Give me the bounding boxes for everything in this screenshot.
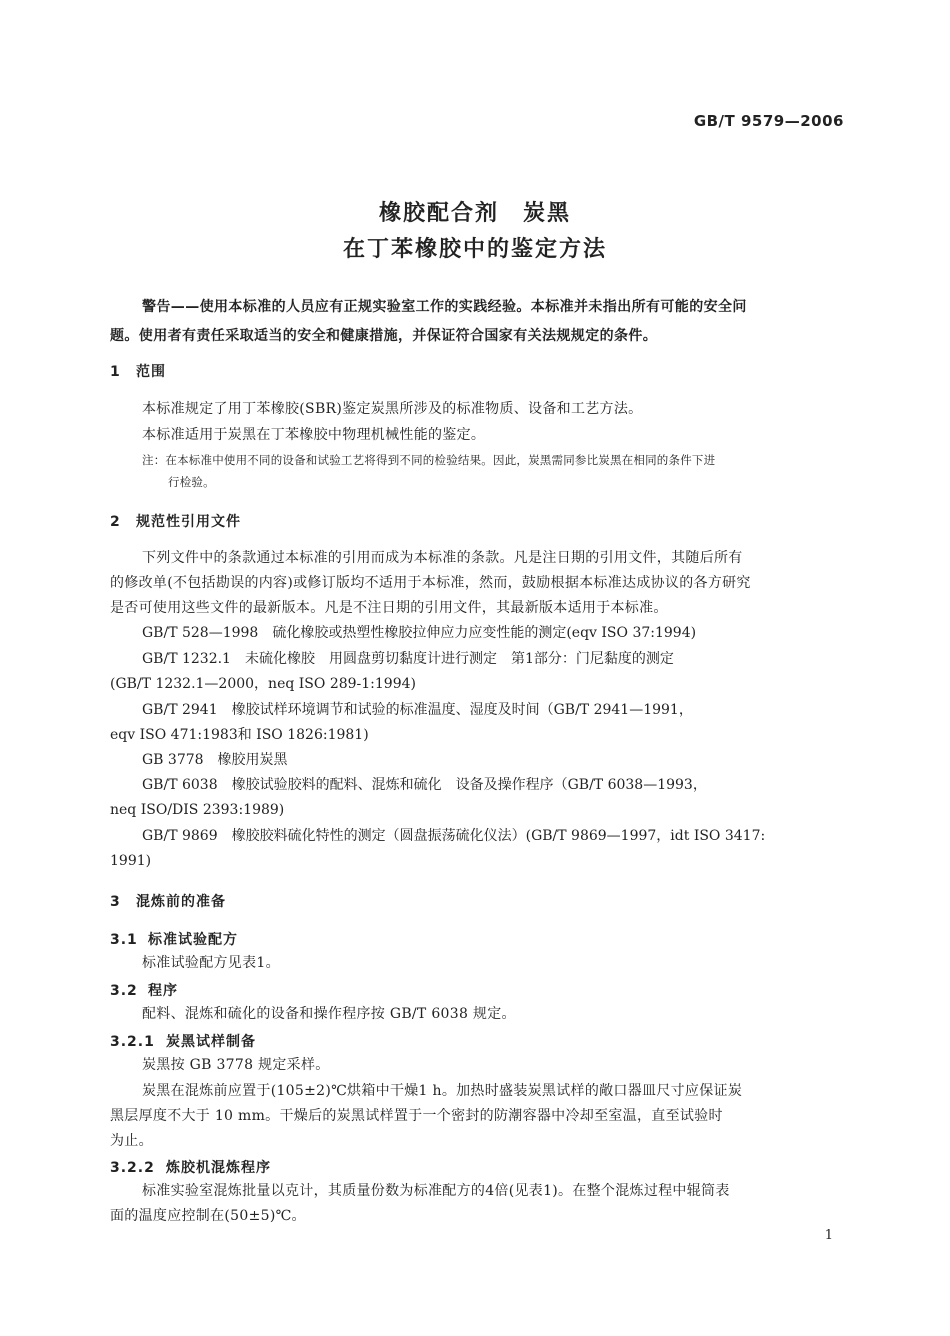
section-3-title: 混炼前的准备 bbox=[136, 894, 226, 910]
section-2-intro bbox=[110, 546, 850, 621]
section-3-2-1-para-1: 炭黑按 GB 3778 规定采样。 bbox=[142, 1057, 330, 1073]
section-3-2-1-para-2 bbox=[110, 1079, 850, 1154]
ref-item bbox=[110, 773, 850, 823]
section-1-para-1: 本标准规定了用丁苯橡胶(SBR)鉴定炭黑所涉及的标准物质、设备和工艺方法。 bbox=[142, 401, 643, 417]
section-3-2-1-heading bbox=[110, 1031, 256, 1051]
ref-line-1: GB/T 9869 橡胶胶料硫化特性的测定（圆盘振荡硫化仪法）(GB/T 9869—1997，idt ISO 3417: bbox=[142, 828, 766, 844]
section-1-note bbox=[142, 449, 847, 493]
ref-line-1: GB/T 528—1998 硫化橡胶或热塑性橡胶拉伸应力应变性能的测定(eqv ISO 37:1994) bbox=[142, 625, 697, 641]
para-line-1: 标准实验室混炼批量以克计，其质量份数为标准配方的4倍(见表1)。在整个混炼过程中辊筒表 bbox=[142, 1183, 730, 1199]
ref-line-1: GB 3778 橡胶用炭黑 bbox=[142, 752, 288, 768]
ref-line-1: GB/T 2941 橡胶试样环境调节和试验的标准温度、湿度及时间（GB/T 2941—1991， bbox=[142, 702, 693, 718]
intro-line-1: 下列文件中的条款通过本标准的引用而成为本标准的条款。凡是注日期的引用文件，其随后所有 bbox=[142, 550, 743, 566]
ref-line-2: neq ISO/DIS 2393:1989) bbox=[110, 802, 285, 818]
section-3-2-1-number: 3.2.1 bbox=[110, 1034, 155, 1050]
section-3-2-2-title: 炼胶机混炼程序 bbox=[166, 1160, 271, 1176]
section-3-2-2-heading bbox=[110, 1157, 271, 1177]
warning-block bbox=[110, 293, 850, 351]
intro-line-3: 是否可使用这些文件的最新版本。凡是不注日期的引用文件，其最新版本适用于本标准。 bbox=[110, 600, 668, 616]
section-3-2-number: 3.2 bbox=[110, 983, 138, 999]
ref-line-2: 1991) bbox=[110, 853, 152, 869]
ref-item bbox=[110, 824, 850, 874]
section-3-2-1-title: 炭黑试样制备 bbox=[166, 1034, 256, 1050]
ref-item bbox=[110, 647, 850, 697]
section-3-1-para: 标准试验配方见表1。 bbox=[142, 955, 280, 971]
note-line-2: 行检验。 bbox=[168, 475, 215, 489]
section-1-number: 1 bbox=[110, 364, 121, 380]
ref-line-2: (GB/T 1232.1—2000，neq ISO 289-1:1994) bbox=[110, 676, 416, 692]
section-3-2-title: 程序 bbox=[148, 983, 178, 999]
intro-line-2: 的修改单(不包括勘误的内容)或修订版均不适用于本标准，然而，鼓励根据本标准达成协议的各方研究 bbox=[110, 575, 751, 591]
section-3-1-title: 标准试验配方 bbox=[148, 932, 238, 948]
section-1-title: 范围 bbox=[136, 364, 166, 380]
ref-item bbox=[110, 621, 850, 646]
section-3-number: 3 bbox=[110, 894, 121, 910]
ref-item bbox=[110, 748, 850, 773]
section-3-2-2-para bbox=[110, 1179, 850, 1229]
standard-number: GB/T 9579—2006 bbox=[693, 112, 844, 130]
warning-line-1: 警告——使用本标准的人员应有正规实验室工作的实践经验。本标准并未指出所有可能的安全问 bbox=[142, 299, 747, 315]
page-number: 1 bbox=[824, 1228, 833, 1243]
para-2-line-1: 炭黑在混炼前应置于(105±2)℃烘箱中干燥1 h。加热时盛装炭黑试样的敞口器皿尺寸应保证炭 bbox=[142, 1083, 743, 1099]
para-line-2: 面的温度应控制在(50±5)℃。 bbox=[110, 1208, 306, 1224]
ref-line-2: eqv ISO 471:1983和 ISO 1826:1981) bbox=[110, 727, 369, 743]
ref-line-1: GB/T 1232.1 未硫化橡胶 用圆盘剪切黏度计进行测定 第1部分：门尼黏度的测定 bbox=[142, 651, 674, 667]
title-line-2: 在丁苯橡胶中的鉴定方法 bbox=[342, 237, 607, 262]
section-2-number: 2 bbox=[110, 514, 121, 530]
section-2-heading bbox=[110, 511, 241, 531]
section-2-title: 规范性引用文件 bbox=[136, 514, 241, 530]
section-3-heading bbox=[110, 891, 226, 911]
warning-line-2: 题。使用者有责任采取适当的安全和健康措施，并保证符合国家有关法规规定的条件。 bbox=[110, 328, 658, 344]
para-2-line-2: 黑层厚度不大于 10 mm。干燥后的炭黑试样置于一个密封的防潮容器中冷却至室温，直至试验时 bbox=[110, 1108, 723, 1124]
section-1-para-2: 本标准适用于炭黑在丁苯橡胶中物理机械性能的鉴定。 bbox=[142, 427, 486, 443]
para-2-line-3: 为止。 bbox=[110, 1133, 153, 1149]
ref-item bbox=[110, 698, 850, 748]
section-3-2-2-number: 3.2.2 bbox=[110, 1160, 155, 1176]
section-3-2-para: 配料、混炼和硫化的设备和操作程序按 GB/T 6038 规定。 bbox=[142, 1006, 516, 1022]
section-3-1-heading bbox=[110, 929, 238, 949]
section-1-heading bbox=[110, 361, 166, 381]
ref-line-1: GB/T 6038 橡胶试验胶料的配料、混炼和硫化 设备及操作程序（GB/T 6038—1993， bbox=[142, 777, 707, 793]
section-3-1-number: 3.1 bbox=[110, 932, 138, 948]
title-line-1: 橡胶配合剂 炭黑 bbox=[378, 201, 571, 226]
section-3-2-heading bbox=[110, 980, 178, 1000]
note-line-1: 注：在本标准中使用不同的设备和试验工艺将得到不同的检验结果。因此，炭黑需同参比炭黑在相同的条件下进 bbox=[142, 453, 716, 467]
